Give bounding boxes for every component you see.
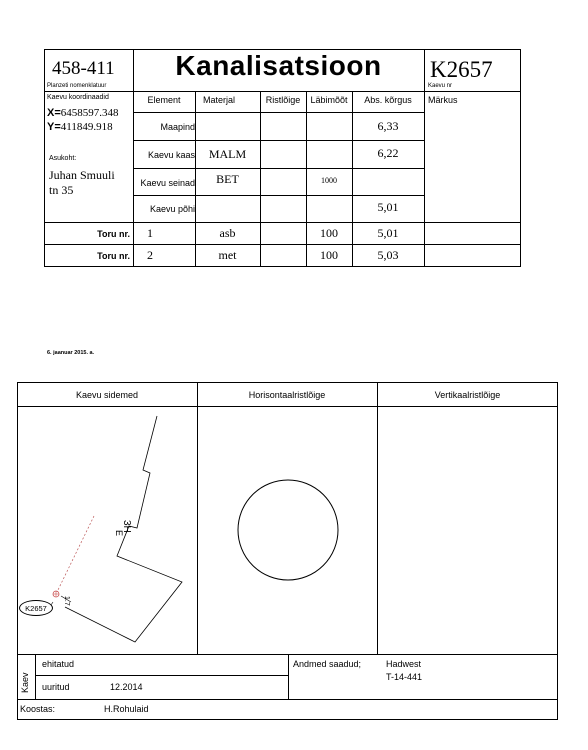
x-value: 6458597.348 xyxy=(60,107,119,119)
divider xyxy=(288,654,289,699)
source-label: Andmed saadud; xyxy=(293,659,362,669)
pipe-label: Toru nr. xyxy=(97,228,130,239)
pipe-diameter: 100 xyxy=(320,248,338,262)
nomenclature-number: 458-411 xyxy=(52,58,115,79)
col-header-material: Materjal xyxy=(202,94,235,105)
pipe-nr: 1 xyxy=(147,226,153,240)
pipe-nr: 2 xyxy=(147,248,153,262)
well-number-label: Kaevu nr xyxy=(428,83,453,89)
pipe-diameter: 100 xyxy=(320,226,338,240)
col-header-height: Abs. kõrgus xyxy=(364,94,412,105)
house-number: 3H xyxy=(121,520,132,533)
row-height: 6,33 xyxy=(377,119,399,133)
author-value: H.Rohulaid xyxy=(104,704,149,714)
row-element: Kaevu seinad xyxy=(140,177,195,188)
pipe-material: met xyxy=(218,248,237,262)
site-sketch xyxy=(17,406,197,654)
panel-label-horizontal-section: Horisontaalristlõige xyxy=(248,389,326,400)
col-header-section: Ristlõige xyxy=(265,94,301,105)
y-value: 411849.918 xyxy=(60,121,113,133)
well-circle xyxy=(238,480,338,580)
surveyed-value: 12.2014 xyxy=(110,682,143,692)
pipe-height: 5,01 xyxy=(377,226,399,240)
panel-label-vertical-section: Vertikaalristlõige xyxy=(434,389,501,400)
col-header-diameter: Läbimõõt xyxy=(310,94,348,105)
col-header-element: Element xyxy=(147,94,181,105)
side-label: Kaev xyxy=(20,672,30,693)
divider xyxy=(17,699,558,700)
panel-label-connections: Kaevu sidemed xyxy=(75,389,139,400)
surveyed-label: uuritud xyxy=(42,682,70,692)
document-title: Kanalisatsioon xyxy=(175,50,382,81)
y-label: Y= xyxy=(47,121,61,133)
divider xyxy=(424,91,521,92)
pipe-label: Toru nr. xyxy=(97,250,130,261)
connection-line xyxy=(57,516,94,592)
divider xyxy=(35,654,36,699)
location-line1: Juhan Smuuli xyxy=(49,168,115,182)
row-height: 5,01 xyxy=(377,199,399,214)
row-element: Kaevu kaas xyxy=(147,149,195,160)
col-header-notes: Märkus xyxy=(428,95,458,105)
divider xyxy=(424,49,425,267)
divider xyxy=(35,675,288,676)
source-company: Hadwest xyxy=(386,659,422,669)
document-date: 6. jaanuar 2015. a. xyxy=(47,350,95,356)
nomenclature-label: Planzeti nomenklatuur xyxy=(47,83,107,89)
coords-label: Kaevu koordinaadid xyxy=(47,94,109,101)
y-coordinate xyxy=(47,121,113,133)
location-line2: tn 35 xyxy=(49,183,74,197)
divider xyxy=(260,91,261,267)
x-label: X= xyxy=(47,107,61,119)
well-tag: K2657 xyxy=(19,600,53,616)
author-label: Koostas: xyxy=(20,704,56,714)
row-element: Maapind xyxy=(160,121,195,132)
row-height: 6,22 xyxy=(377,145,399,160)
pipe-height: 5,03 xyxy=(377,248,399,262)
location-label: Asukoht: xyxy=(49,155,77,162)
divider xyxy=(377,382,378,654)
dimension-label: 1.7 xyxy=(63,596,70,606)
divider xyxy=(44,91,133,92)
row-element: Kaevu põhi xyxy=(149,204,195,214)
row-material: MALM xyxy=(208,147,247,161)
house-letter: E xyxy=(114,530,124,537)
row-diameter: 1000 xyxy=(321,176,337,185)
source-reference: T-14-441 xyxy=(386,672,423,682)
x-coordinate xyxy=(47,107,119,119)
row-material: BET xyxy=(216,171,239,186)
built-label: ehitatud xyxy=(42,659,75,669)
horizontal-section-drawing xyxy=(197,406,377,654)
well-number: K2657 xyxy=(430,57,493,82)
pipe-material: asb xyxy=(219,226,236,240)
